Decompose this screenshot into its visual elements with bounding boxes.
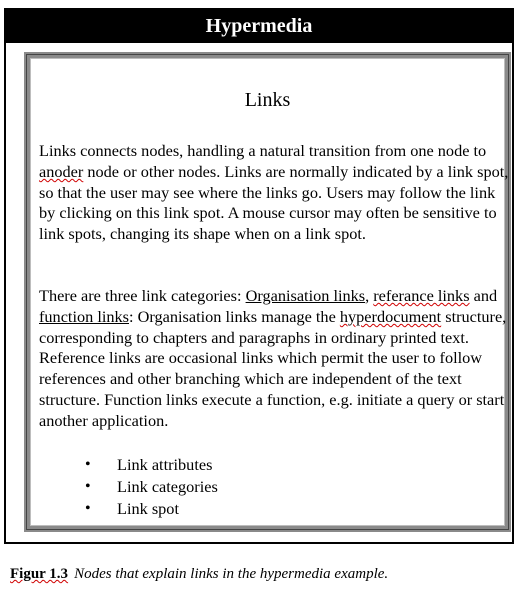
para1-text-1: Links connects nodes, handling a natural transition from one node to [39,141,487,160]
para2-sep: , [365,286,374,305]
caption-label: Figur 1.3 [10,566,69,582]
node-frame [24,52,511,532]
para1-text-2: node or other nodes. Links are normally indicated by a link spot, so that the user may see where the links go. Users may follow the link by clicking on this link spot. A mouse cursor may often be sensitive to link spots, changing its shape when on a link spot. [39,161,509,244]
para2-text-4: structure, corresponding to chapters and paragraphs in ordinary printed text. Reference links are occasional links which permit the user to follow references and other branching which are independent of the text structure. Function links execute a function, e.g. initiate a query or start another application. [39,306,507,430]
link-topics-list [85,454,218,520]
figure-caption [10,566,388,583]
para2-text-3: : Organisation links manage the [129,306,340,326]
function-links-link[interactable]: function links [39,306,129,326]
window-title: Hypermedia [6,10,512,43]
node-content [30,58,509,526]
para2-text-1: There are three link categories: [39,286,246,305]
misspelled-hyperdocument: hyperdocument [339,306,442,326]
para2-text-2: and [469,286,498,305]
links-paragraph [39,141,509,245]
list-item-link-spot[interactable]: • Link spot [85,498,218,520]
list-item-link-attributes[interactable]: • Link attributes [85,454,218,476]
misspelled-word: anoder [39,161,84,181]
caption-text: Nodes that explain links in the hypermedia example. [74,566,389,582]
referance-links-link[interactable]: referance links [373,286,470,305]
organisation-links-link[interactable]: Organisation links [245,286,366,305]
list-item-link-categories[interactable]: • Link categories [85,476,218,498]
hypermedia-window [4,8,514,544]
node-title: Links [244,89,291,111]
link-categories-paragraph [39,286,509,432]
